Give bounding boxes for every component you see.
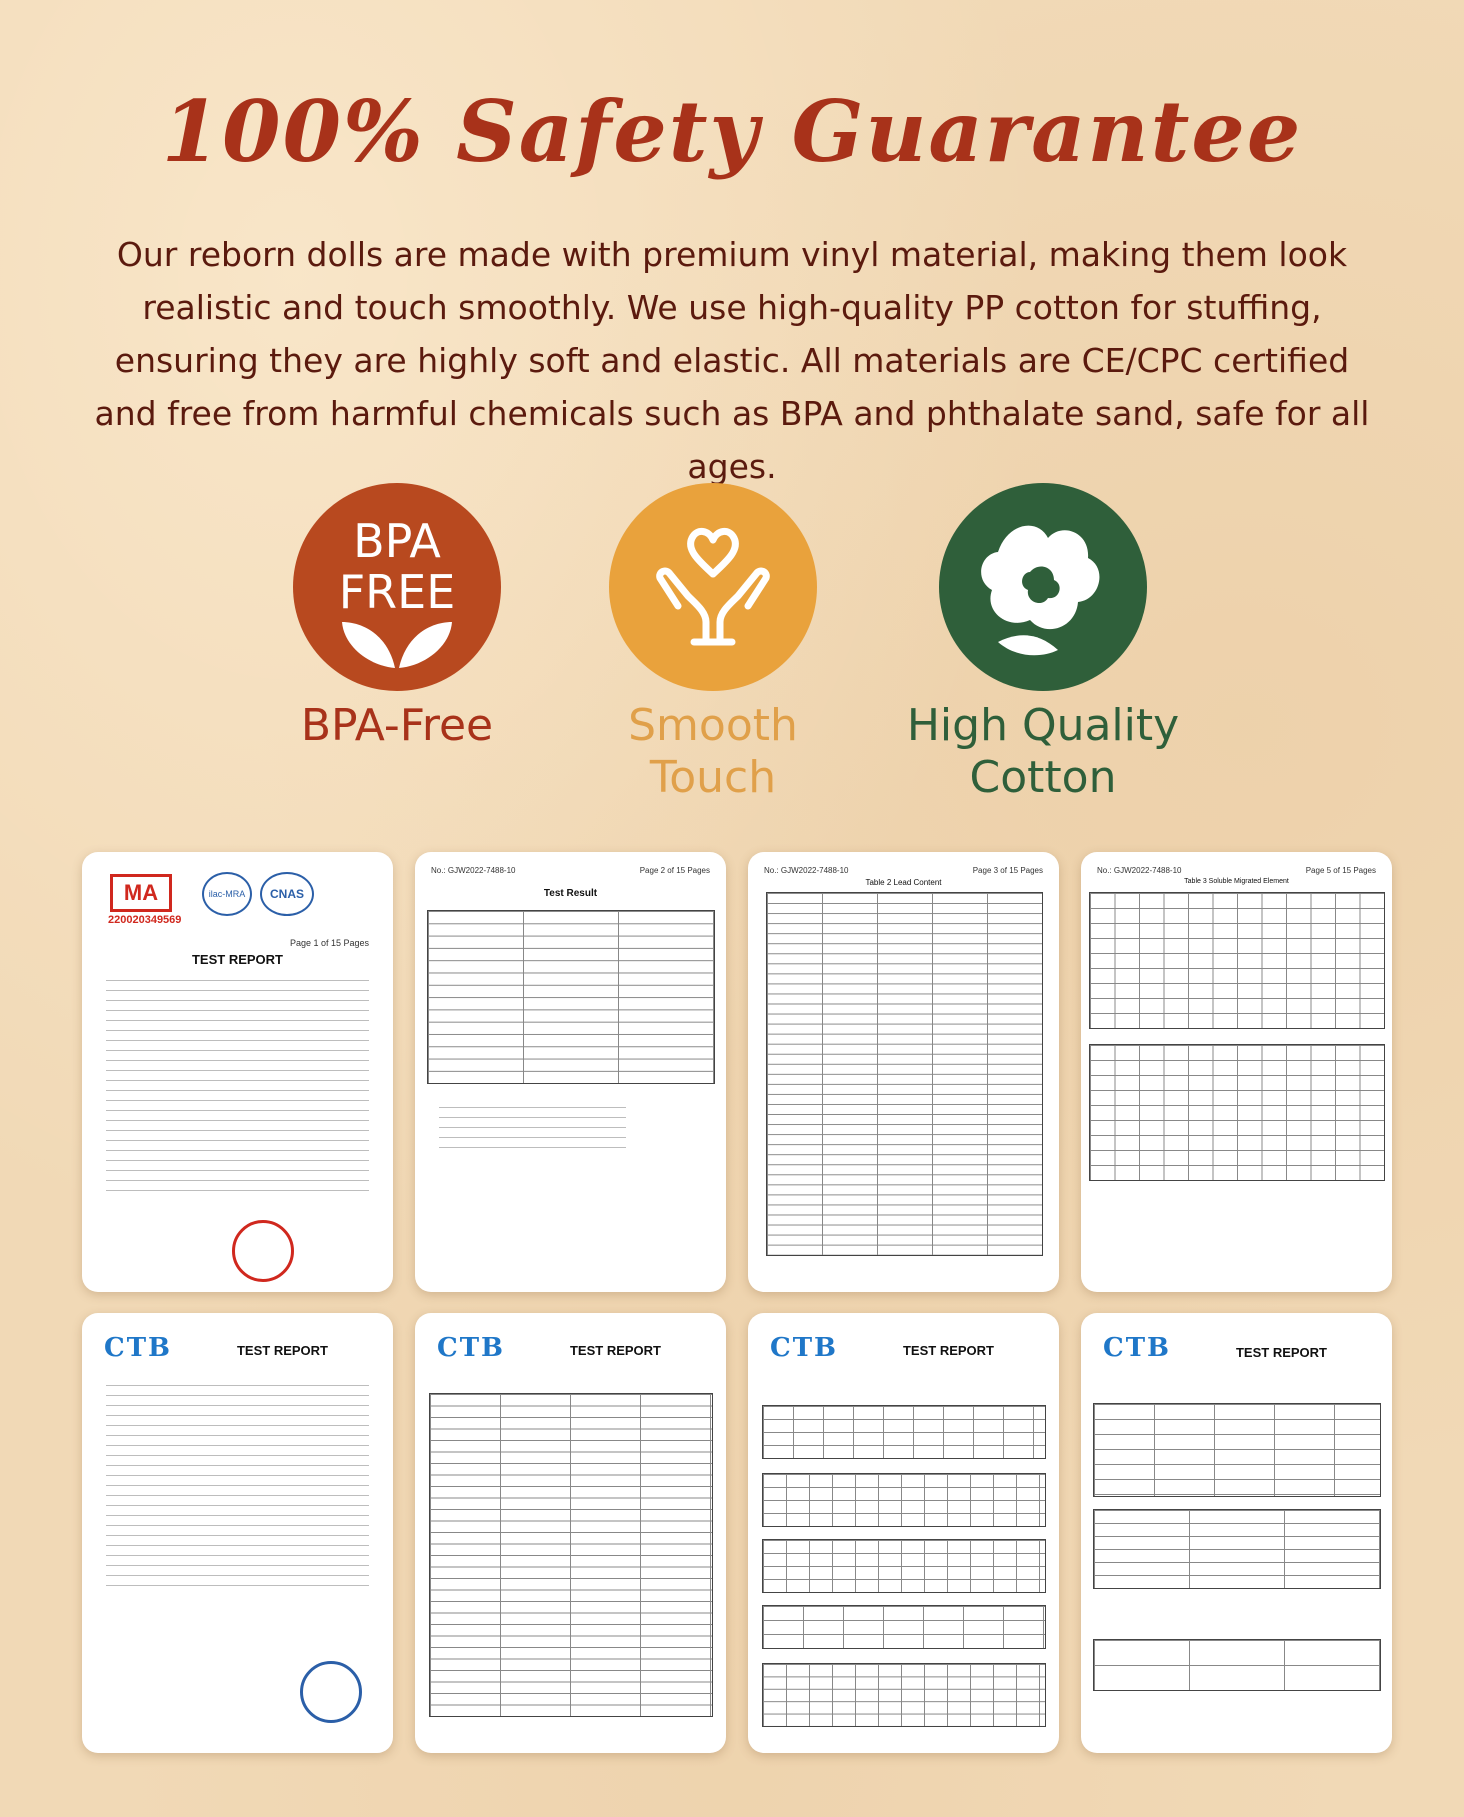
flammability-table — [1093, 1639, 1381, 1691]
report-number: No.: GJW2022-7488-10 — [764, 866, 849, 875]
page-number: Page 3 of 15 Pages — [972, 866, 1043, 875]
element-table-1 — [1089, 892, 1385, 1029]
smooth-touch-badge — [608, 482, 818, 692]
ctb-logo: CTB — [104, 1333, 173, 1363]
results-table — [427, 910, 715, 1084]
bpa-text: BPA — [353, 514, 441, 568]
ctb-logo: CTB — [770, 1333, 839, 1363]
report-number: No.: GJW2022-7488-10 — [431, 866, 516, 875]
cma-code: 220020349569 — [108, 914, 182, 926]
ctb-logo: CTB — [1103, 1333, 1172, 1363]
bpa-free-badge — [292, 482, 502, 692]
certificate-heading: TEST REPORT — [1235, 1345, 1327, 1360]
heavy-element-table-1 — [762, 1405, 1046, 1459]
mechanical-test-table — [1093, 1403, 1381, 1497]
certificate-heading: TEST REPORT — [902, 1343, 994, 1358]
use-abuse-table — [1093, 1509, 1381, 1589]
certificate-heading: TEST REPORT — [191, 952, 283, 967]
requirements-table — [429, 1393, 713, 1717]
certificate-heading: Test Result — [543, 888, 598, 899]
report-number: No.: GJW2022-7488-10 — [1097, 866, 1182, 875]
certificate-heading: TEST REPORT — [236, 1343, 328, 1358]
heavy-element-table-3 — [762, 1539, 1046, 1593]
certificate-heading: Table 3 Soluble Migrated Element — [1184, 878, 1289, 885]
heavy-element-table-5 — [762, 1663, 1046, 1727]
cotton-badge — [938, 482, 1148, 692]
certificate-ctb-2 — [415, 1313, 726, 1753]
heavy-element-table-2 — [762, 1473, 1046, 1527]
certificate-test-result — [415, 852, 726, 1292]
cotton-label: High Quality Cotton — [906, 700, 1180, 803]
cma-logo: MA — [110, 874, 172, 912]
cotton-flower-icon — [938, 482, 1148, 692]
ilac-logo: ilac-MRA — [202, 872, 252, 916]
page-title: 100% Safety Guarantee — [161, 82, 1303, 181]
smooth-touch-label: Smooth Touch — [628, 700, 798, 803]
certificate-heading: Table 2 Lead Content — [865, 878, 942, 887]
hands-heart-icon — [608, 482, 818, 692]
certificate-ctb-1 — [82, 1313, 393, 1753]
free-text: FREE — [338, 565, 456, 619]
bpa-free-leaf-icon — [292, 482, 502, 692]
certificate-ctb-4 — [1081, 1313, 1392, 1753]
page-number: Page 2 of 15 Pages — [639, 866, 710, 875]
lead-table — [766, 892, 1043, 1256]
official-stamp — [232, 1220, 294, 1282]
certificate-ctb-3 — [748, 1313, 1059, 1753]
page-number: Page 5 of 15 Pages — [1305, 866, 1376, 875]
page-number: Page 1 of 15 Pages — [289, 938, 369, 948]
certificate-cma — [82, 852, 393, 1292]
certificate-heading: TEST REPORT — [569, 1343, 661, 1358]
intro-paragraph: Our reborn dolls are made with premium vinyl material, making them look realistic and touch smoothly. We use high-quality PP cotton for stuffing, ensuring they are highly soft and elastic. All materials are CE/CPC certified and free from harmful chemicals such as BPA and phthalate sand, safe for all ages. — [94, 235, 1370, 486]
heavy-element-table-4 — [762, 1605, 1046, 1649]
cnas-logo: CNAS — [260, 872, 314, 916]
ctb-stamp — [300, 1661, 362, 1723]
certificate-lead-content — [748, 852, 1059, 1292]
bpa-free-label: BPA-Free — [300, 700, 494, 751]
certificate-soluble-elements — [1081, 852, 1392, 1292]
element-table-2 — [1089, 1044, 1385, 1181]
ctb-logo: CTB — [437, 1333, 506, 1363]
